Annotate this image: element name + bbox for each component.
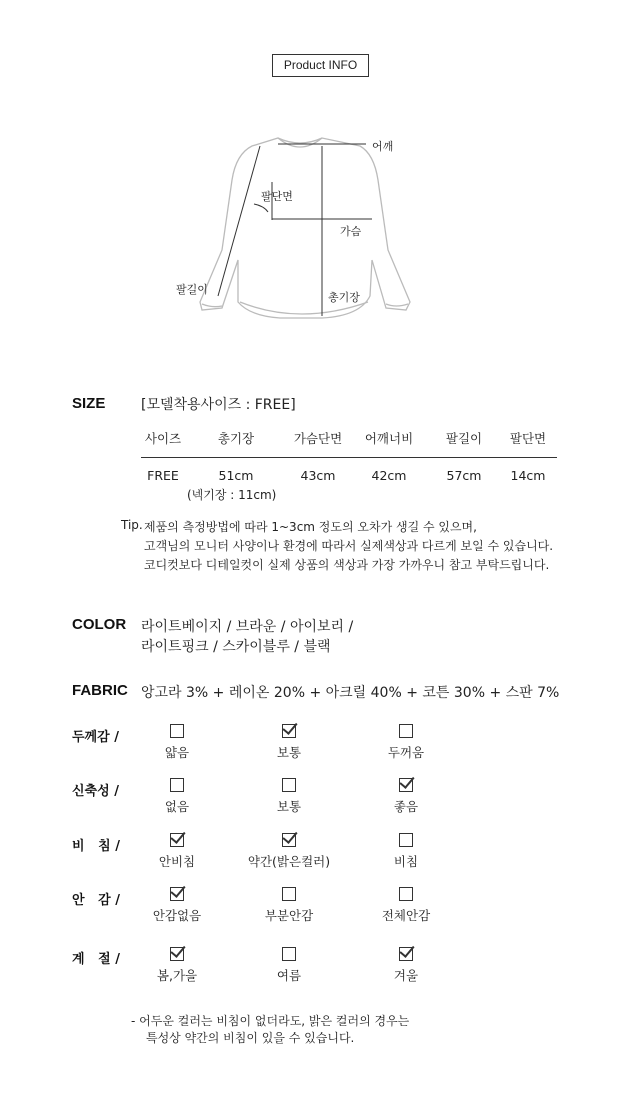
color-line-2: 라이트핑크 / 스카이블루 / 블랙 — [141, 639, 331, 655]
checkbox-icon — [282, 947, 296, 961]
product-info-badge: Product INFO — [272, 54, 369, 77]
header-chest: 가슴단면 — [293, 431, 343, 446]
tip-line-3: 코디컷보다 디테일컷이 실제 상품의 색상과 가장 가까우니 참고 부탁드립니다. — [144, 558, 550, 572]
season-option-summer: 여름 — [234, 947, 344, 984]
header-sleeve-hem: 팔단면 — [509, 431, 547, 446]
size-table-row — [141, 468, 557, 483]
stretch-option-none: 없음 — [122, 778, 232, 815]
tip-line-2: 고객님의 모니터 사양이나 환경에 따라서 실제색상과 다르게 보일 수 있습니다. — [144, 539, 554, 553]
value-shoulder: 42cm — [371, 468, 407, 483]
shoulder-label: 어깨 — [372, 140, 394, 153]
model-size-note: [모델착용사이즈 : FREE] — [141, 397, 296, 413]
size-table-header — [141, 430, 557, 458]
header-size: 사이즈 — [144, 431, 182, 446]
size-section-label: SIZE — [72, 395, 106, 412]
lining-option-none: 안감없음 — [122, 887, 232, 924]
header-total-length: 총기장 — [217, 431, 255, 446]
fabric-section-label: FABRIC — [72, 682, 128, 699]
thickness-label: 두께감 / — [72, 730, 119, 745]
header-sleeve-length: 팔길이 — [445, 431, 483, 446]
color-section-label: COLOR — [72, 616, 127, 633]
thickness-option-normal: 보통 — [234, 724, 344, 761]
checkbox-icon — [170, 724, 184, 738]
checkbox-checked-icon — [170, 947, 184, 961]
value-sleeve-length: 57cm — [446, 468, 482, 483]
checkbox-checked-icon — [170, 887, 184, 901]
checkbox-icon — [399, 724, 413, 738]
value-size: FREE — [147, 468, 179, 483]
see-through-option-yes: 비침 — [351, 833, 461, 870]
thickness-option-thick: 두꺼움 — [351, 724, 461, 761]
value-sleeve-hem: 14cm — [510, 468, 546, 483]
tip-prefix: Tip. — [121, 518, 143, 532]
thickness-option-thin: 얇음 — [122, 724, 232, 761]
lining-option-full: 전체안감 — [351, 887, 461, 924]
checkbox-icon — [282, 887, 296, 901]
see-through-label: 비 침 / — [72, 839, 120, 854]
checkbox-checked-icon — [282, 833, 296, 847]
see-through-option-slight: 약간(밝은컬러) — [234, 833, 344, 870]
neck-length-note: (넥기장 : 11cm) — [187, 488, 277, 502]
lining-label: 안 감 / — [72, 893, 120, 908]
value-total-length: 51cm — [218, 468, 254, 483]
size-table — [141, 430, 557, 483]
checkbox-icon — [170, 778, 184, 792]
checkbox-icon — [282, 778, 296, 792]
tip-line-1: 제품의 측정방법에 따라 1~3cm 정도의 오차가 생길 수 있으며, — [144, 520, 477, 534]
footer-note-line-1: - 어두운 컬러는 비침이 없더라도, 밝은 컬러의 경우는 — [131, 1014, 410, 1028]
season-option-spring-fall: 봄,가을 — [122, 947, 232, 984]
color-line-1: 라이트베이지 / 브라운 / 아이보리 / — [141, 619, 354, 635]
total-length-label: 총기장 — [328, 291, 360, 304]
chest-label: 가슴 — [340, 225, 362, 238]
value-chest: 43cm — [300, 468, 336, 483]
garment-measurement-diagram — [160, 120, 460, 330]
lining-option-partial: 부분안감 — [234, 887, 344, 924]
season-label: 계 절 / — [72, 952, 120, 967]
sweater-outline — [160, 120, 460, 330]
sleeve-length-label: 팔길이 — [176, 283, 208, 296]
checkbox-checked-icon — [282, 724, 296, 738]
season-option-winter: 겨울 — [351, 947, 461, 984]
checkbox-icon — [399, 833, 413, 847]
fabric-composition: 앙고라 3% + 레이온 20% + 아크릴 40% + 코튼 30% + 스판 7% — [141, 685, 560, 701]
checkbox-checked-icon — [170, 833, 184, 847]
stretch-label: 신축성 / — [72, 784, 119, 799]
checkbox-checked-icon — [399, 947, 413, 961]
footer-note-line-2: 특성상 약간의 비침이 있을 수 있습니다. — [146, 1031, 355, 1045]
checkbox-checked-icon — [399, 778, 413, 792]
checkbox-icon — [399, 887, 413, 901]
see-through-option-none: 안비침 — [122, 833, 232, 870]
stretch-option-normal: 보통 — [234, 778, 344, 815]
stretch-option-good: 좋음 — [351, 778, 461, 815]
header-shoulder: 어깨너비 — [364, 431, 414, 446]
sleeve-hem-label: 팔단면 — [261, 190, 293, 203]
